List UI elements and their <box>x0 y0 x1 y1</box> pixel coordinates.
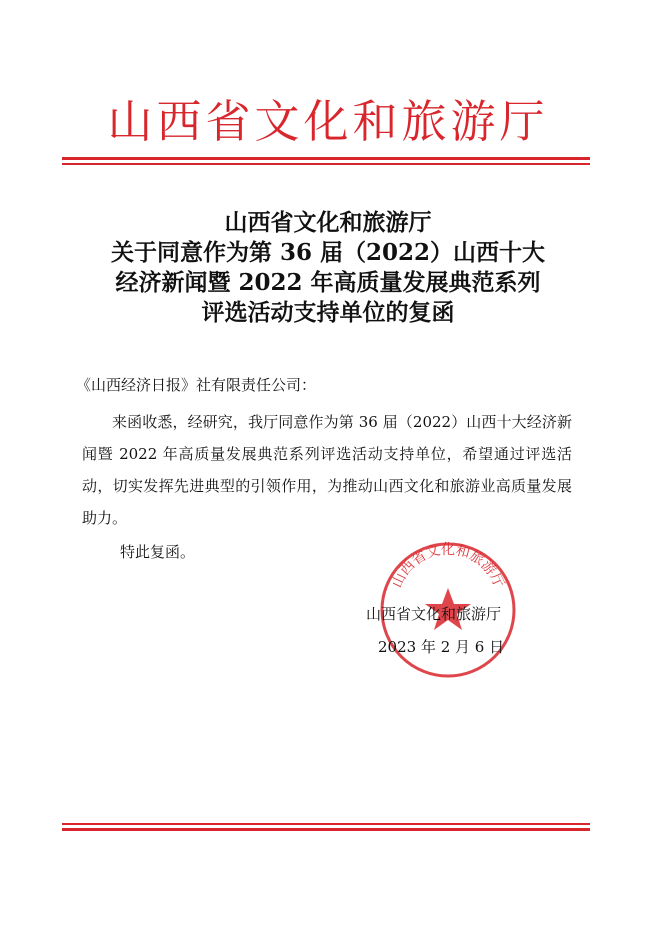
title-line-2: 关于同意作为第 36 届（2022）山西十大 <box>110 239 546 266</box>
signature-date: 2023 年 2 月 6 日 <box>378 638 505 656</box>
salutation: 《山西经济日报》社有限责任公司： <box>76 376 317 394</box>
seal-text: 山西省文化和旅游厅 <box>389 542 507 591</box>
header-rule-thin <box>62 163 590 165</box>
title-line-3: 经济新闻暨 2022 年高质量发展典范系列 <box>115 269 541 296</box>
footer-rule-thin <box>62 823 590 825</box>
title-line-1: 山西省文化和旅游厅 <box>224 209 432 236</box>
closing-text: 特此复函。 <box>120 543 196 561</box>
document-title <box>0 208 656 328</box>
body-paragraph: 来函收悉，经研究，我厅同意作为第 36 届（2022）山西十大经济新闻暨 2022 年高质量发展典范系列评选活动支持单位，希望通过评选活动，切实发挥先进典型的引领作用，为推动山西文化和旅游业高质量发展助力。 <box>82 413 572 527</box>
body-text <box>82 406 572 534</box>
header-issuer: 山西省文化和旅游厅 <box>107 95 549 148</box>
footer-rule-thick <box>62 828 590 831</box>
signature-org: 山西省文化和旅游厅 <box>366 605 502 623</box>
svg-text:山西省文化和旅游厅 <box>389 542 507 590</box>
title-line-4: 评选活动支持单位的复函 <box>201 299 455 326</box>
header-rule-thick <box>62 157 590 160</box>
